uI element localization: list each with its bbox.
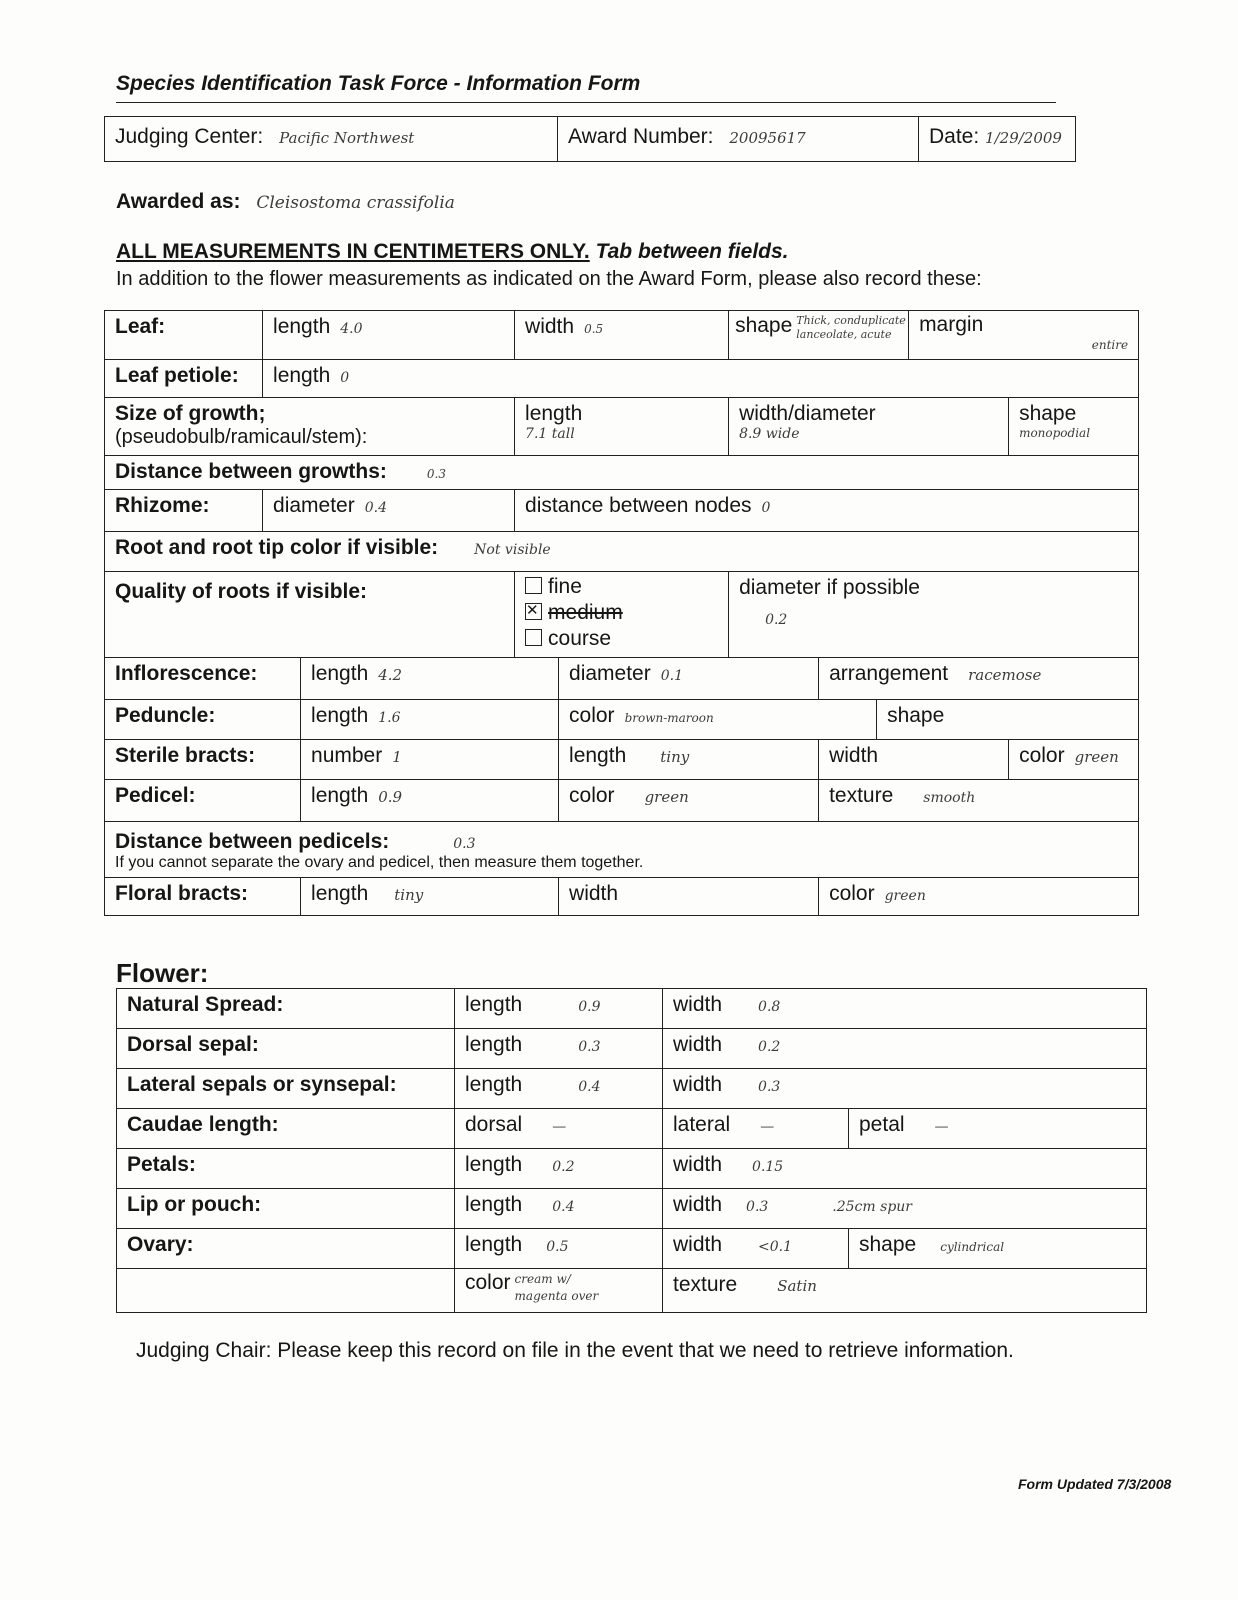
floral-bracts-length-label: length (311, 882, 369, 905)
peduncle-color-field[interactable]: brown-maroon (624, 711, 714, 725)
floral-bracts-width-label: width (569, 882, 619, 905)
petals-label: Petals: (117, 1149, 455, 1189)
flower-heading: Flower: (116, 958, 209, 988)
caudae-lateral-field[interactable]: — (760, 1119, 775, 1135)
judging-center-field[interactable]: Pacific Northwest (279, 129, 415, 147)
ovary-color-line-2: magenta over (514, 1289, 599, 1303)
leaf-shape-label: shape (735, 314, 793, 337)
natural-spread-label: Natural Spread: (117, 989, 455, 1029)
lateral-sepals-label: Lateral sepals or synsepal: (117, 1069, 455, 1109)
arrangement-label: arrangement (829, 662, 949, 685)
caudae-dorsal-label: dorsal (465, 1113, 523, 1136)
pedicel-row (105, 780, 1139, 822)
leaf-shape-line-1: Thick, conduplicate (796, 314, 906, 327)
award-number-field[interactable]: 20095617 (729, 129, 806, 147)
dorsal-sepal-row (117, 1029, 1147, 1069)
leaf-label: Leaf: (105, 311, 263, 360)
distance-pedicels-field[interactable]: 0.3 (453, 836, 476, 852)
ovary-color-label: color (465, 1271, 511, 1294)
peduncle-length-label: length (311, 704, 369, 727)
caudae-petal-label: petal (859, 1113, 905, 1136)
inflorescence-row (105, 658, 1139, 700)
root-color-field[interactable]: Not visible (474, 542, 551, 558)
inflorescence-diameter-label: diameter (569, 662, 651, 685)
form-title: Species Identification Task Force - Information Form (116, 72, 641, 95)
leaf-petiole-row (105, 360, 1139, 398)
ovary-color-field[interactable] (515, 1271, 599, 1305)
caudae-lateral-label: lateral (673, 1113, 731, 1136)
ovary-extra-row (117, 1269, 1147, 1313)
peduncle-length-field[interactable]: 1.6 (378, 710, 401, 726)
ovary-row (117, 1229, 1147, 1269)
floral-bracts-label: Floral bracts: (105, 878, 301, 916)
growth-width-field[interactable]: 8.9 wide (739, 426, 800, 442)
awarded-as-label: Awarded as: (116, 190, 241, 213)
distance-growths-field[interactable]: 0.3 (426, 467, 446, 481)
dorsal-sepal-length-field[interactable]: 0.3 (578, 1039, 601, 1055)
pedicel-texture-field[interactable]: smooth (923, 790, 976, 806)
distance-pedicels-label: Distance between pedicels: (115, 830, 390, 853)
leaf-margin-label: margin (919, 313, 984, 336)
leaf-petiole-length-field[interactable]: 0 (340, 370, 350, 386)
floral-bracts-length-field[interactable]: tiny (394, 886, 424, 904)
natural-spread-length-field[interactable]: 0.9 (578, 999, 601, 1015)
dorsal-sepal-width-field[interactable]: 0.2 (758, 1039, 781, 1055)
lip-width-label: width (673, 1193, 723, 1216)
leaf-width-field[interactable]: 0.5 (584, 322, 604, 336)
root-color-row (105, 532, 1139, 572)
rhizome-label: Rhizome: (105, 490, 263, 532)
caudae-row (117, 1109, 1147, 1149)
growth-length-field[interactable]: 7.1 tall (525, 426, 575, 442)
lip-spur-note: .25cm spur (832, 1199, 912, 1215)
caudae-dorsal-field[interactable]: — (552, 1119, 567, 1135)
leaf-shape-line-2: lanceolate, acute (796, 328, 892, 341)
lateral-sepals-length-field[interactable]: 0.4 (578, 1079, 601, 1095)
sterile-bracts-color-field[interactable]: green (1074, 748, 1119, 766)
judging-center-cell (105, 117, 558, 161)
sterile-bracts-length-label: length (569, 744, 627, 767)
lateral-sepals-width-label: width (673, 1073, 723, 1096)
petals-width-label: width (673, 1153, 723, 1176)
peduncle-row (105, 700, 1139, 740)
title-rule (116, 102, 1056, 103)
sterile-bracts-number-field[interactable]: 1 (392, 748, 402, 766)
leaf-petiole-label: Leaf petiole: (105, 360, 263, 398)
flower-table (116, 988, 1147, 1313)
lip-width-field[interactable]: 0.3 (746, 1199, 769, 1215)
natural-spread-width-field[interactable]: 0.8 (758, 999, 781, 1015)
header-box (104, 116, 1076, 162)
date-field[interactable]: 1/29/2009 (985, 129, 1062, 147)
leaf-length-field[interactable]: 4.0 (340, 321, 363, 337)
sterile-bracts-row (105, 740, 1139, 780)
ovary-color-line-1: cream w/ (514, 1272, 571, 1286)
root-diameter-field[interactable]: 0.2 (765, 612, 788, 628)
sterile-bracts-number-label: number (311, 744, 383, 767)
ovary-texture-label: texture (673, 1273, 738, 1296)
peduncle-color-label: color (569, 704, 615, 727)
root-quality-course[interactable]: course (525, 626, 718, 652)
ovary-width-label: width (673, 1233, 723, 1256)
form-updated: Form Updated 7/3/2008 (1018, 1476, 1172, 1492)
petals-row (117, 1149, 1147, 1189)
award-number-cell (558, 117, 919, 161)
natural-spread-row (117, 989, 1147, 1029)
inflorescence-length-field[interactable]: 4.2 (378, 666, 403, 684)
petals-width-field[interactable]: 0.15 (752, 1159, 784, 1175)
ovary-length-label: length (465, 1233, 523, 1256)
inflorescence-length-label: length (311, 662, 369, 685)
lateral-sepals-row (117, 1069, 1147, 1109)
measurement-heading-text: ALL MEASUREMENTS IN CENTIMETERS ONLY. (116, 240, 590, 263)
root-quality-options (515, 572, 729, 658)
distance-pedicels-row (105, 822, 1139, 878)
ovary-width-field[interactable]: <0.1 (758, 1239, 793, 1255)
pedicel-note: If you cannot separate the ovary and pedicel, then measure them together. (115, 854, 644, 871)
sterile-bracts-label: Sterile bracts: (105, 740, 301, 780)
dorsal-sepal-length-label: length (465, 1033, 523, 1056)
sterile-bracts-width-label: width (829, 744, 879, 767)
sterile-bracts-color-label: color (1019, 744, 1065, 767)
growth-shape-label: shape (1019, 402, 1077, 425)
judging-center-label: Judging Center: (115, 125, 264, 148)
ovary-label: Ovary: (117, 1229, 455, 1269)
leaf-margin-field[interactable]: entire (1091, 338, 1129, 352)
natural-spread-width-label: width (673, 993, 723, 1016)
rhizome-nodes-label: distance between nodes (525, 494, 752, 517)
rhizome-nodes-field[interactable]: 0 (761, 500, 771, 516)
leaf-shape-field[interactable] (796, 314, 905, 342)
lip-row (117, 1189, 1147, 1229)
distance-growths-row (105, 456, 1139, 490)
leaf-petiole-length-label: length (273, 364, 331, 387)
instruction-paragraph: In addition to the flower measurements as indicated on the Award Form, please also record these: (116, 268, 982, 290)
fine-checkbox[interactable] (525, 577, 542, 594)
root-quality-fine[interactable]: fine (525, 574, 718, 600)
pedicel-length-label: length (311, 784, 369, 807)
dorsal-sepal-label: Dorsal sepal: (117, 1029, 455, 1069)
growth-row (105, 398, 1139, 456)
ovary-length-field[interactable]: 0.5 (546, 1239, 569, 1255)
floral-bracts-row (105, 878, 1139, 916)
pedicel-color-label: color (569, 784, 615, 807)
petals-length-field[interactable]: 0.2 (552, 1159, 575, 1175)
root-quality-row (105, 572, 1139, 658)
pedicel-texture-label: texture (829, 784, 894, 807)
root-color-label: Root and root tip color if visible: (115, 536, 439, 559)
natural-spread-length-label: length (465, 993, 523, 1016)
inflorescence-label: Inflorescence: (105, 658, 301, 700)
growth-label-text: Size of growth; (115, 402, 266, 425)
lip-label: Lip or pouch: (117, 1189, 455, 1229)
growth-label (105, 398, 515, 456)
sterile-bracts-length-field[interactable]: tiny (660, 748, 690, 766)
growth-width-label: width/diameter (739, 402, 876, 425)
ovary-texture-field[interactable]: Satin (777, 1277, 817, 1295)
award-number-label: Award Number: (568, 125, 714, 148)
floral-bracts-color-label: color (829, 882, 875, 905)
arrangement-field[interactable]: racemose (968, 666, 1042, 684)
growth-length-label: length (525, 402, 583, 425)
growth-shape-field[interactable]: monopodial (1019, 426, 1091, 440)
peduncle-label: Peduncle: (105, 700, 301, 740)
pedicel-color-field[interactable]: green (644, 788, 689, 806)
ovary-extra-blank (117, 1269, 455, 1313)
dorsal-sepal-width-label: width (673, 1033, 723, 1056)
leaf-row (105, 311, 1139, 360)
lip-length-label: length (465, 1193, 523, 1216)
rhizome-row (105, 490, 1139, 532)
distance-growths-label: Distance between growths: (115, 460, 387, 483)
lateral-sepals-length-label: length (465, 1073, 523, 1096)
course-checkbox[interactable] (525, 629, 542, 646)
rhizome-diameter-field[interactable]: 0.4 (364, 500, 387, 516)
petals-length-label: length (465, 1153, 523, 1176)
root-quality-medium[interactable]: ✕medium (525, 600, 718, 626)
plant-table (104, 310, 1139, 916)
leaf-width-label: width (525, 315, 575, 338)
date-label: Date: (929, 125, 980, 148)
date-cell (919, 117, 1075, 161)
rhizome-diameter-label: diameter (273, 494, 355, 517)
medium-checkbox[interactable] (525, 603, 542, 620)
ovary-shape-label: shape (859, 1233, 917, 1256)
root-quality-label: Quality of roots if visible: (105, 572, 515, 658)
pedicel-label: Pedicel: (105, 780, 301, 822)
caudae-label: Caudae length: (117, 1109, 455, 1149)
measurement-heading (116, 240, 789, 264)
lateral-sepals-width-field[interactable]: 0.3 (758, 1079, 781, 1095)
peduncle-shape-label: shape (887, 704, 945, 727)
judging-chair-note: Judging Chair: Please keep this record on file in the event that we need to retrieve information. (136, 1339, 1014, 1362)
awarded-as-field[interactable]: Cleisostoma crassifolia (256, 193, 455, 213)
caudae-petal-field[interactable]: — (934, 1119, 949, 1135)
ovary-shape-field[interactable]: cylindrical (940, 1240, 1005, 1254)
lip-length-field[interactable]: 0.4 (552, 1199, 575, 1215)
growth-sublabel: (pseudobulb/ramicaul/stem): (115, 426, 368, 448)
tab-note: Tab between fields. (595, 240, 789, 263)
floral-bracts-color-field[interactable]: green (884, 888, 926, 904)
leaf-length-label: length (273, 315, 331, 338)
inflorescence-diameter-field[interactable]: 0.1 (660, 668, 683, 684)
root-diameter-label: diameter if possible (739, 576, 920, 599)
awarded-as (116, 190, 455, 214)
pedicel-length-field[interactable]: 0.9 (378, 788, 403, 806)
